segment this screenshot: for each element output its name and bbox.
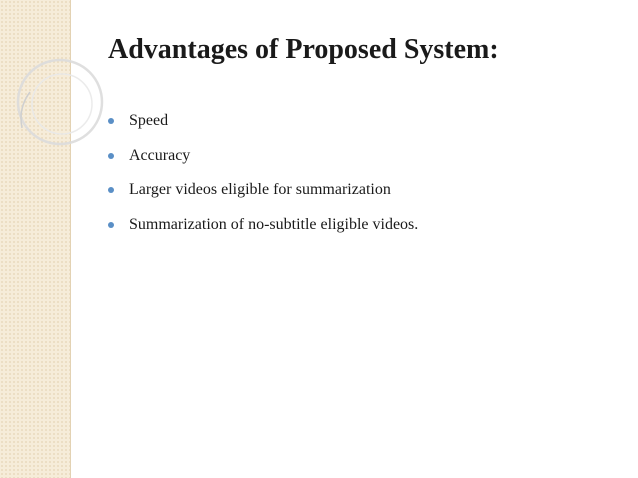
list-item: [108, 112, 418, 130]
list-item: [108, 147, 418, 165]
bullet-dot-icon: [108, 118, 114, 124]
list-item: [108, 181, 418, 199]
bullet-dot-icon: [108, 222, 114, 228]
list-item: [108, 216, 418, 234]
bullet-text: Accuracy: [129, 146, 191, 164]
bullet-text: Speed: [129, 112, 169, 129]
slide-title: Advantages of Proposed System:: [108, 34, 499, 65]
bullet-dot-icon: [108, 187, 114, 193]
bullet-text: Summarization of no-subtitle eligible videos.: [129, 215, 419, 233]
decorative-circles: [0, 0, 120, 200]
bullet-text: Larger videos eligible for summarization: [129, 181, 391, 198]
bullet-list: [108, 112, 418, 250]
bullet-dot-icon: [108, 153, 114, 159]
